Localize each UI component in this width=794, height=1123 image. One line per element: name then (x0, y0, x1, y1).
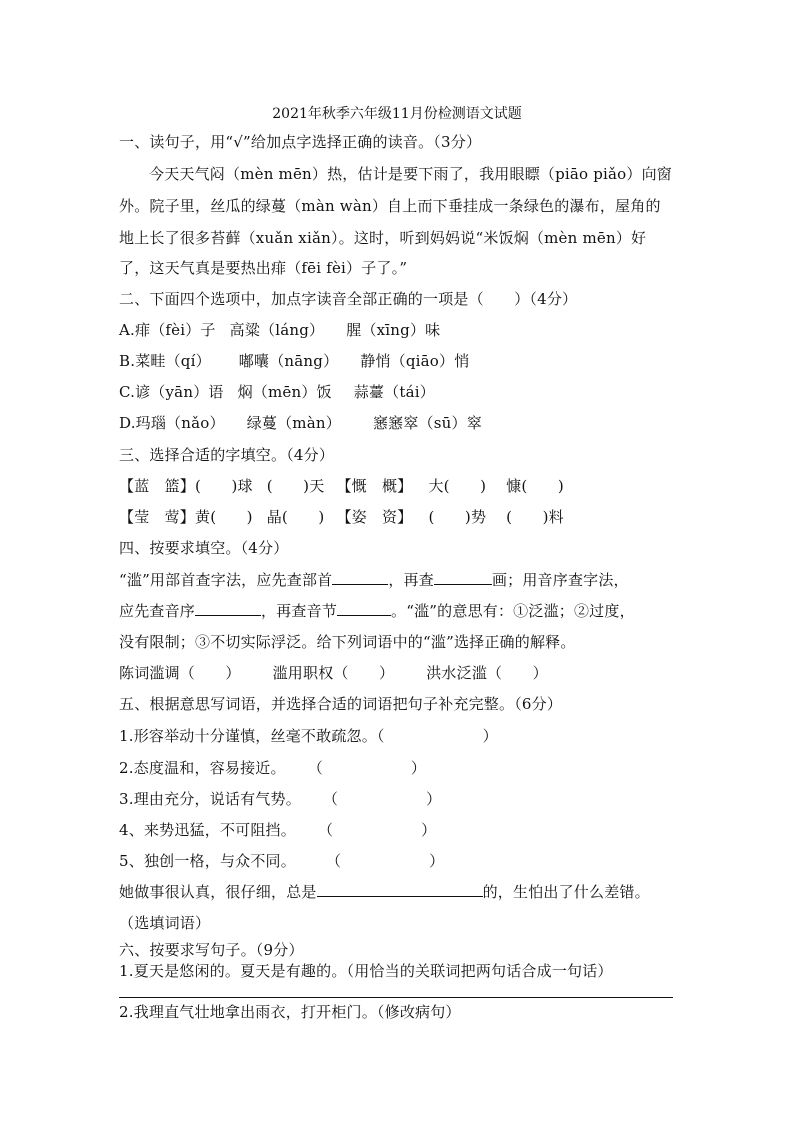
open-paren: （ (307, 759, 323, 777)
answer-line[interactable] (119, 997, 673, 998)
option-d-item-3: 窸窸窣（sū）窣 (372, 414, 482, 432)
option-d (119, 413, 482, 433)
section-5-item-4 (119, 820, 436, 840)
section-5-item-3-text: 3.理由充分，说话有气势。 (119, 790, 301, 808)
word-item-3: 洪水泛滥（ ） (426, 664, 548, 682)
section-5-item-2-text: 2.态度温和，容易接近。 (119, 759, 286, 777)
fill-row-1 (119, 476, 564, 496)
section-5-sentence (119, 882, 650, 902)
fill-row-2-item-2: 晶( ) (266, 508, 325, 526)
stroke-count-answer-blank[interactable] (434, 570, 492, 585)
section-5-item-5-text: 5、独创一格，与众不同。 (119, 852, 296, 870)
section-4-line-1 (119, 570, 629, 590)
fill-row-2-item-5: ( )料 (506, 508, 564, 526)
option-c-item-1: C.谚（yān）语 (119, 383, 224, 401)
section-5-item-1 (119, 726, 498, 746)
fill-row-2 (119, 507, 564, 527)
section-4-line-2-text-a: 应先查音序 (119, 602, 196, 620)
section-4-line-2-text-b: ，再查音节 (261, 602, 338, 620)
page-title: 2021年秋季六年级11月份检测语文试题 (272, 106, 522, 122)
fill-row-1-item-4: 大( ) (428, 477, 487, 495)
section-4-line-1-text-a: “滥”用部首查字法，应先查部首 (119, 571, 333, 589)
option-a (119, 320, 440, 340)
close-paren: ） (421, 821, 437, 839)
section-1-paragraph-line-2: 外。院子里，丝瓜的绿蔓（màn wàn）自上而下垂挂成一条绿色的瀑布，屋角的 (119, 197, 661, 215)
fill-row-1-item-1: 【蓝 篮】( )球 (119, 477, 253, 495)
word-item-2: 滥用职权（ ） (272, 664, 395, 682)
option-a-item-2: 高粱（láng） (229, 321, 325, 339)
section-4-heading: 四、按要求填空。（4分） (119, 539, 289, 557)
section-5-sentence-text-b: 的，生怕出了什么差错。 (482, 883, 650, 901)
option-b-item-2: 嘟囔（nāng） (238, 352, 339, 370)
section-3-heading: 三、选择合适的字填空。（4分） (119, 446, 335, 464)
section-4-line-4 (119, 663, 548, 683)
fill-row-1-item-5: 慷( ) (506, 477, 564, 495)
section-1-heading: 一、读句子，用“√”给加点字选择正确的读音。（3分） (119, 133, 482, 151)
section-2-heading: 二、下面四个选项中，加点字读音全部正确的一项是（ ）（4分） (119, 290, 578, 308)
option-b-item-1: B.菜畦（qí） (119, 352, 211, 370)
option-c-item-3: 蒜薹（tái） (353, 383, 435, 401)
option-c-item-2: 焖（mēn）饭 (237, 383, 332, 401)
open-paren: （ (317, 821, 334, 839)
fill-row-1-item-2: ( )天 (266, 477, 325, 495)
fill-row-2-item-1: 【莹 莺】黄( ) (119, 508, 253, 526)
section-4-line-2 (119, 601, 635, 621)
section-4-line-2-text-c: 。“滥”的意思有：①泛滥；②过度， (391, 602, 635, 620)
radical-answer-blank[interactable] (332, 570, 388, 585)
section-1-paragraph-line-4: 了，这天气真是要热出痱（fēi fèi）子了。” (119, 259, 408, 277)
option-a-item-1: A.痱（fèi）子 (119, 321, 216, 339)
open-paren: （ (325, 852, 342, 870)
option-b (119, 351, 469, 371)
section-5-item-1-text: 1.形容举动十分谨慎，丝毫不敢疏忽。（ (119, 727, 385, 745)
section-1-paragraph-line-3: 地上长了很多苔藓（xuǎn xiǎn）。这时，听到妈妈说“米饭焖（mèn mēn）好 (119, 229, 647, 247)
section-5-sentence-text-a: 她做事很认真，很仔细，总是 (119, 883, 317, 901)
close-paren: ） (410, 759, 427, 777)
section-5-item-3 (119, 789, 441, 809)
section-5-item-4-text: 4、来势迅猛，不可阻挡。 (119, 821, 296, 839)
section-6-item-2: 2.我理直气壮地拿出雨衣，打开柜门。（修改病句） (119, 1003, 461, 1021)
option-a-item-3: 腥（xīng）味 (346, 321, 441, 339)
initial-letter-answer-blank[interactable] (195, 601, 261, 616)
sentence-answer-blank[interactable] (317, 882, 483, 897)
section-5-item-2 (119, 758, 426, 778)
section-4-line-1-text-c: 画；用音序查字法， (491, 571, 629, 589)
fill-row-1-item-3: 【慨 概】 (336, 477, 413, 495)
option-b-item-3: 静悄（qiāo）悄 (360, 352, 470, 370)
section-1-paragraph-line-1: 今天天气闷（mèn mēn）热，估计是要下雨了，我用眼瞟（piāo piǎo）向窗 (149, 165, 673, 183)
close-paren: ） (482, 727, 498, 745)
open-paren: （ (322, 790, 339, 808)
fill-row-2-item-4: ( )势 (428, 508, 487, 526)
section-5-note: （选填词语） (119, 914, 211, 932)
word-item-1: 陈词滥调（ ） (119, 664, 241, 682)
section-6-heading: 六、按要求写句子。（9分） (119, 941, 304, 959)
section-6-item-1: 1.夏天是悠闲的。夏天是有趣的。（用恰当的关联词把两句话合成一句话） (119, 962, 613, 980)
section-5-heading: 五、根据意思写词语，并选择合适的词语把句子补充完整。（6分） (119, 695, 563, 713)
close-paren: ） (429, 852, 445, 870)
close-paren: ） (426, 790, 442, 808)
option-c (119, 382, 435, 402)
section-4-line-3: 没有限制；③不切实际浮泛。给下列词语中的“滥”选择正确的解释。 (119, 633, 576, 651)
option-d-item-1: D.玛瑙（nǎo） (119, 414, 225, 432)
section-4-line-1-text-b: ，再查 (388, 571, 434, 589)
fill-row-2-item-3: 【姿 资】 (336, 508, 413, 526)
option-d-item-2: 绿蔓（màn） (246, 414, 341, 432)
section-5-item-5 (119, 851, 444, 871)
syllable-answer-blank[interactable] (337, 601, 391, 616)
